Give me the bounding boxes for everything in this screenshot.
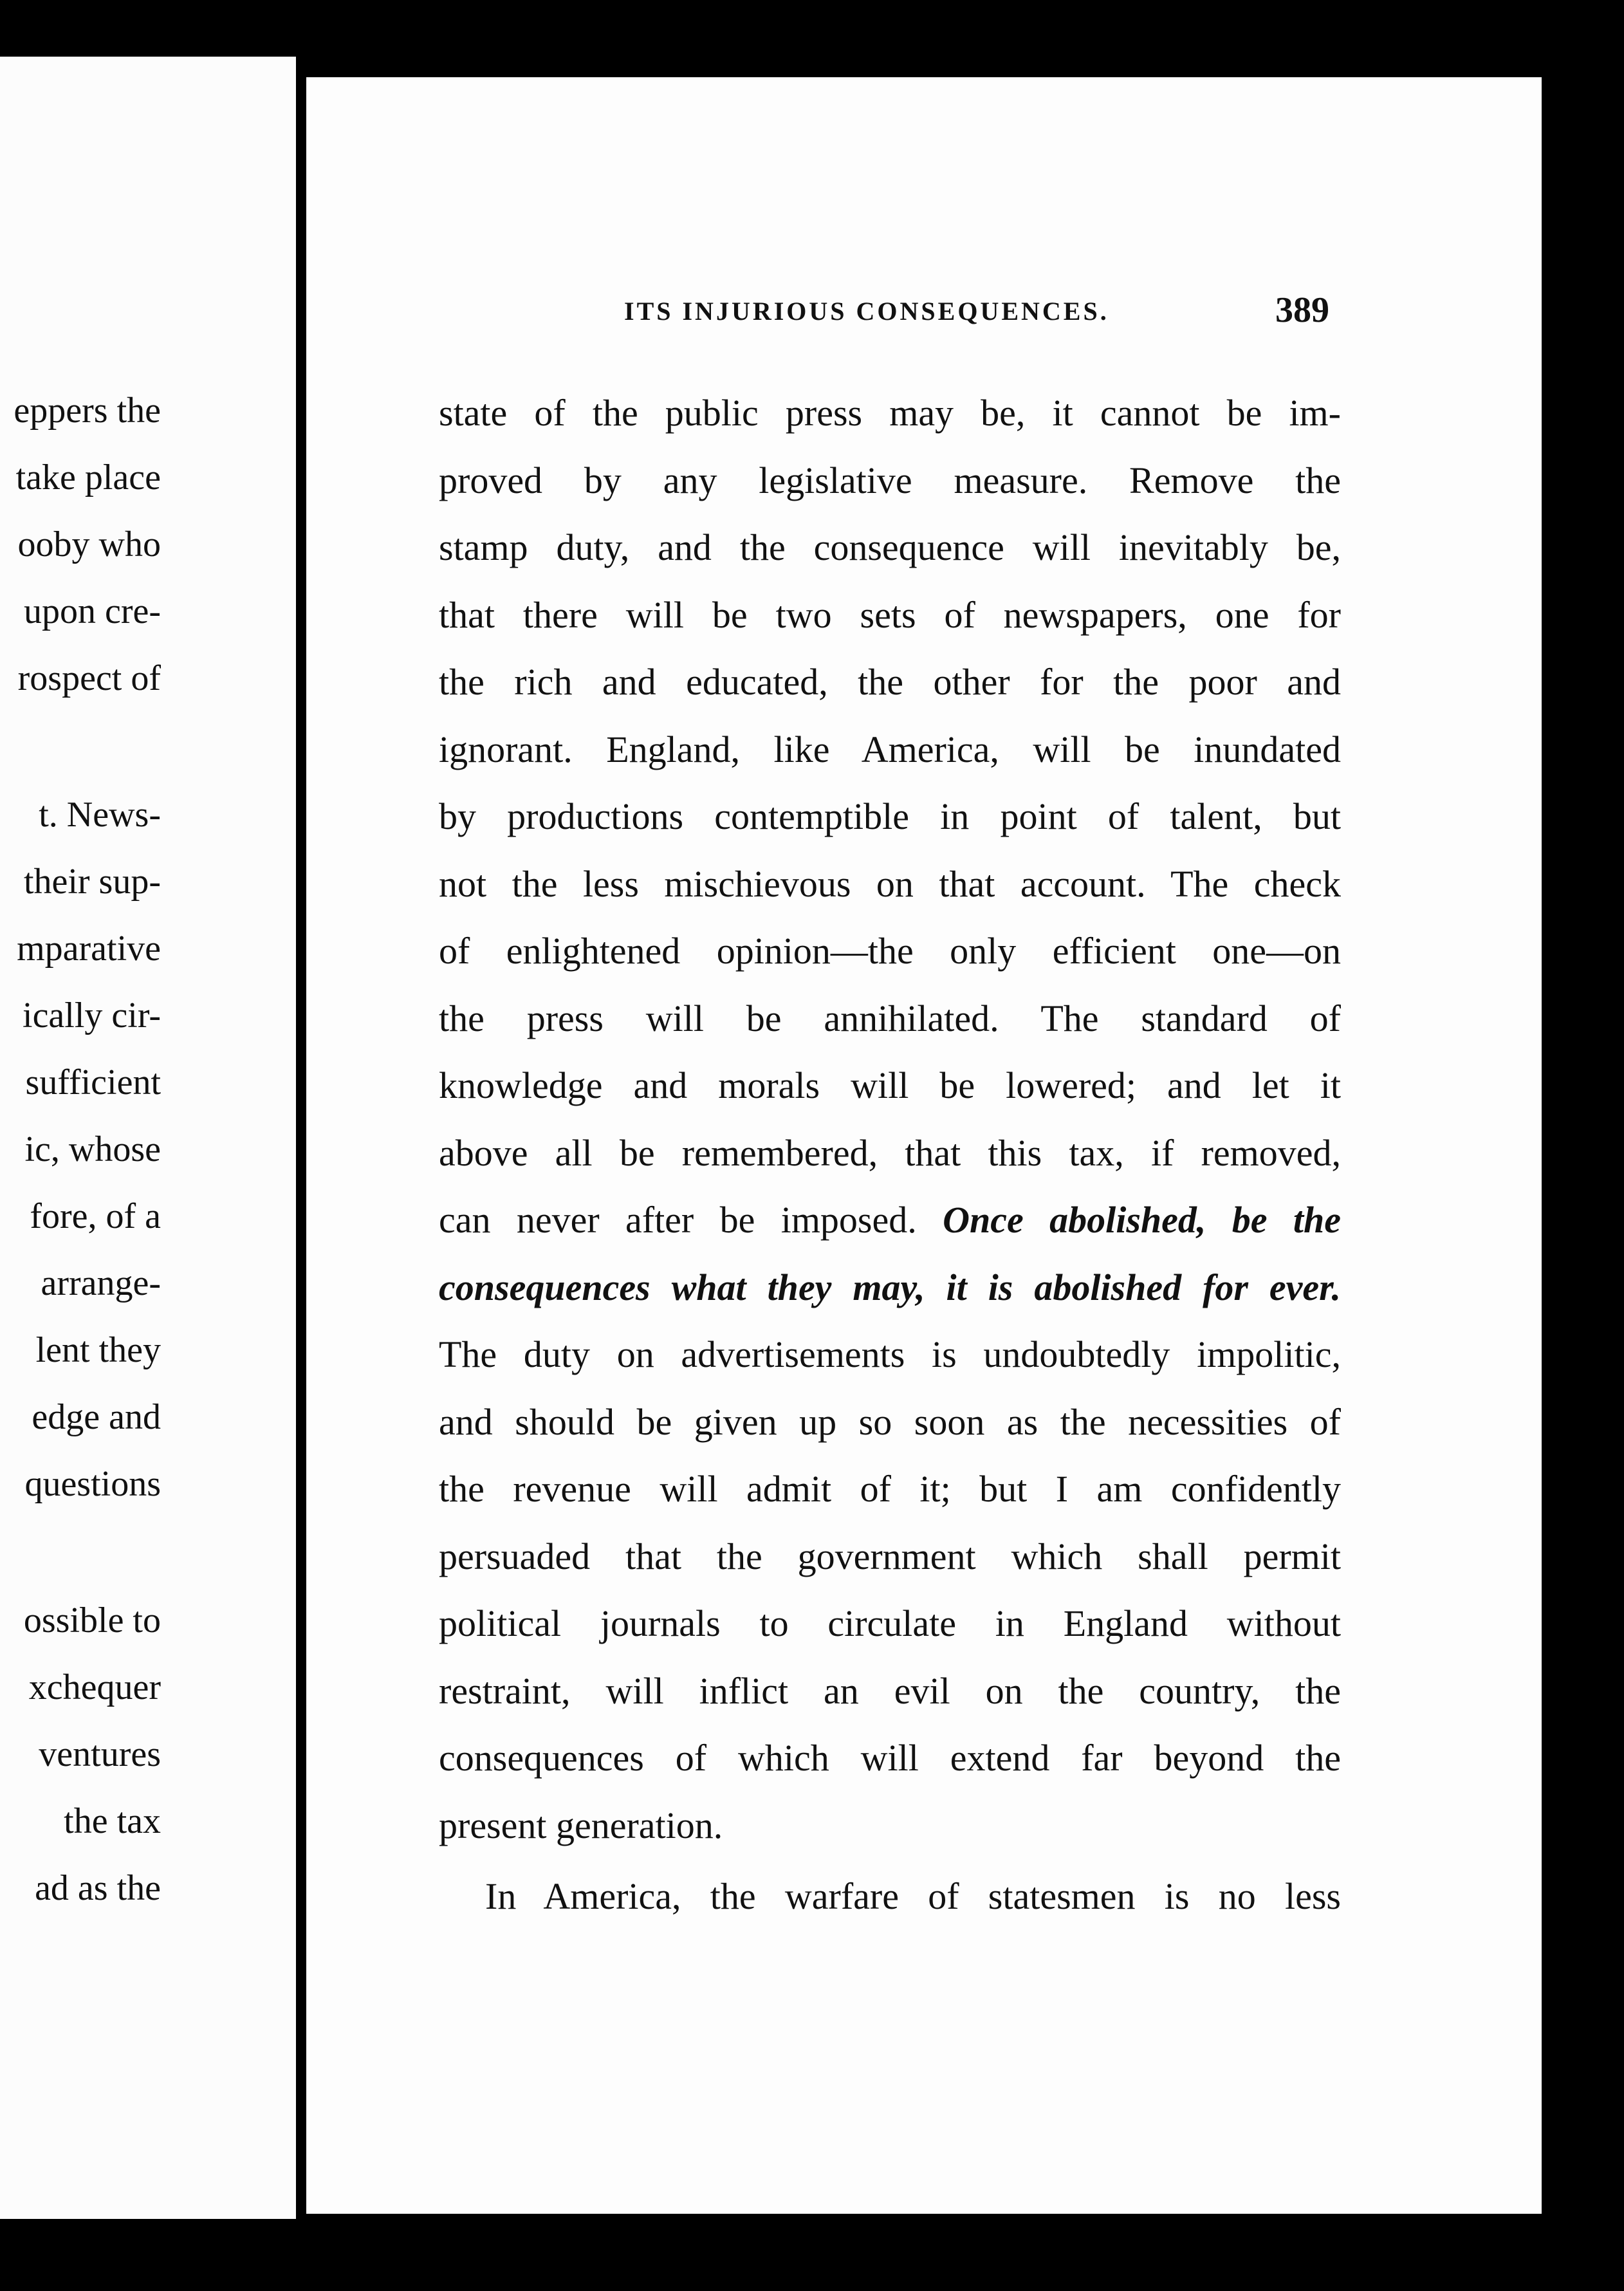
text-line: by productions contemptible in point of talent, but: [439, 795, 1341, 837]
left-page-line: ically cir-: [23, 996, 161, 1035]
italic-text-span: consequences what they may, it is abolished for ever.: [439, 1266, 1341, 1308]
left-page-line: lent they: [35, 1330, 161, 1370]
text-line: state of the public press may be, it cannot be im-: [439, 392, 1341, 434]
running-head: [306, 290, 1542, 335]
text-line: present generation.: [439, 1804, 723, 1846]
left-page-line: questions: [24, 1464, 161, 1504]
left-page-line: ossible to: [23, 1600, 161, 1640]
left-page-line: eppers the: [14, 391, 161, 431]
left-page-line: edge and: [32, 1397, 161, 1437]
text-line: restraint, will inflict an evil on the country, the: [439, 1669, 1341, 1712]
italic-text-line: [439, 1254, 1341, 1322]
body-text: [439, 380, 1341, 1931]
text-line: ignorant. England, like America, will be inundated: [439, 728, 1341, 770]
text-line: proved by any legislative measure. Remove the: [439, 459, 1341, 501]
left-page-line: take place: [15, 458, 161, 497]
left-page-line: ic, whose: [24, 1129, 161, 1169]
left-page-line: sufficient: [25, 1062, 161, 1102]
text-span: can never after be imposed.: [439, 1199, 917, 1241]
left-page-line: arrange-: [41, 1263, 161, 1303]
left-page-line: rospect of: [17, 658, 161, 698]
paragraph-start-line: In America, the warfare of statesmen is no less: [485, 1875, 1341, 1917]
text-line-mixed: [439, 1187, 1341, 1254]
left-page-line: fore, of a: [30, 1196, 161, 1236]
text-line: above all be remembered, that this tax, if removed,: [439, 1131, 1341, 1174]
text-line: the rich and educated, the other for the poor and: [439, 661, 1341, 703]
right-page: [306, 77, 1542, 2214]
left-page-line: ooby who: [17, 524, 161, 564]
text-line: of enlightened opinion—the only efficient one—on: [439, 930, 1341, 972]
text-line: the press will be annihilated. The standard of: [439, 997, 1341, 1039]
text-line: consequences of which will extend far beyond the: [439, 1737, 1341, 1779]
text-line: stamp duty, and the consequence will inevitably be,: [439, 526, 1341, 568]
left-page-line: upon cre-: [23, 591, 161, 631]
left-page-line: ventures: [39, 1734, 161, 1774]
left-page-line: mparative: [17, 929, 161, 969]
left-page-line: t. News-: [39, 795, 161, 835]
text-line: that there will be two sets of newspapers, one for: [439, 593, 1341, 636]
page-number: 389: [1275, 290, 1329, 330]
left-page-line: the tax: [64, 1801, 161, 1841]
left-page-fragment: [0, 57, 296, 2219]
running-head-title: ITS INJURIOUS CONSEQUENCES.: [624, 297, 1109, 326]
text-line: not the less mischievous on that account. The check: [439, 862, 1341, 905]
left-page-line: their sup-: [23, 862, 161, 902]
text-line: the revenue will admit of it; but I am confidently: [439, 1468, 1341, 1510]
text-line: political journals to circulate in England without: [439, 1602, 1341, 1644]
italic-text-span: Once abolished, be the: [943, 1199, 1341, 1241]
text-line: and should be given up so soon as the necessities of: [439, 1400, 1341, 1443]
text-line: The duty on advertisements is undoubtedly impolitic,: [439, 1333, 1341, 1375]
text-line: knowledge and morals will be lowered; and let it: [439, 1064, 1341, 1106]
book-gutter: [296, 64, 306, 2214]
text-line: persuaded that the government which shall permit: [439, 1535, 1341, 1577]
left-page-line: xchequer: [28, 1667, 161, 1707]
left-page-line: ad as the: [35, 1868, 161, 1908]
